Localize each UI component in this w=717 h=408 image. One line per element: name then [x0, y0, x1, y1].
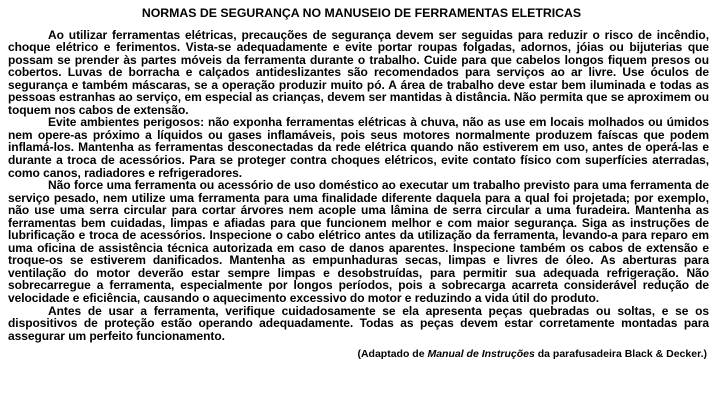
source-suffix: da parafusadeira Black & Decker.) — [534, 348, 707, 361]
source-manual-title: Manual de Instruções — [427, 348, 535, 361]
source-citation — [8, 348, 709, 361]
source-prefix: (Adaptado de — [357, 348, 428, 361]
paragraph-hazardous-environments: Evite ambientes perigosos: não exponha ferramentas elétricas à chuva, não as use em locais molhados ou úmidos nem opere-as próximo a líquidos ou gases inflamáveis, pois seus motores normalmente produzem faíscas que podem inflamá-los. Mantenha as ferramentas desconectadas da rede elétrica quando não estiverem em uso, antes de operá-las e durante a troca de acessórios. Para se proteger contra choques elétricos, evite contato físico com superfícies aterradas, como canos, radiadores e refrigeradores. — [8, 115, 709, 180]
paragraph-tool-care: Não force uma ferramenta ou acessório de uso doméstico ao executar um trabalho previsto para uma ferramenta de serviço pesado, nem utilize uma ferramenta para uma finalidade diferente daquela para a qual foi projetada; por exemplo, não use uma serra circular para cortar árvores nem acople uma lâmina de serra circular a uma furadeira. Mantenha as ferramentas bem cuidadas, limpas e afiadas para que funcionem melhor e com maior segurança. Siga as instruções de lubrificação e troca de acessórios. Inspecione o cabo elétrico antes da utilização da ferramenta, levando-a para reparo em uma oficina de assistência técnica autorizada em caso de danos aparentes. Inspecione também os cabos de extensão e troque-os se estiverem danificados. Mantenha as empunhaduras secas, limpas e livres de óleo. As aberturas para ventilação do motor deverão estar sempre limpas e desobstruídas, para permitir sua adequada refrigeração. Não sobrecarregue a ferramenta, especialmente por longos períodos, pois a sobrecarga acarreta considerável redução de velocidade e eficiência, causando o aquecimento excessivo do motor e reduzindo a vida útil do produto. — [8, 178, 709, 306]
paragraph-intro: Ao utilizar ferramentas elétricas, precauções de segurança devem ser seguidas para reduzir o risco de incêndio, choque elétrico e ferimentos. Vista-se adequadamente e evite portar roupas folgadas, adornos, jóias ou bijuterias que possam se prender às partes móveis da ferramenta durante o trabalho. Cuide para que cabelos longos fiquem presos ou cobertos. Luvas de borracha e calçados antideslizantes são recomendados para serviços ao ar livre. Use óculos de segurança e também máscaras, se a operação produzir muito pó. A área de trabalho deve estar bem iluminada e todas as pessoas estranhas ao serviço, em especial as crianças, devem ser mantidas à distância. Não permita que se aproximem ou toquem nos cabos de extensão. — [8, 27, 709, 117]
document-title: NORMAS DE SEGURANÇA NO MANUSEIO DE FERRAMENTAS ELETRICAS — [141, 6, 582, 20]
paragraph-before-use: Antes de usar a ferramenta, verifique cuidadosamente se ela apresenta peças quebradas ou soltas, e se os dispositivos de proteção estão operando adequadamente. Todas as peças devem estar corretamente montadas para assegurar um perfeito funcionamento. — [8, 303, 709, 343]
